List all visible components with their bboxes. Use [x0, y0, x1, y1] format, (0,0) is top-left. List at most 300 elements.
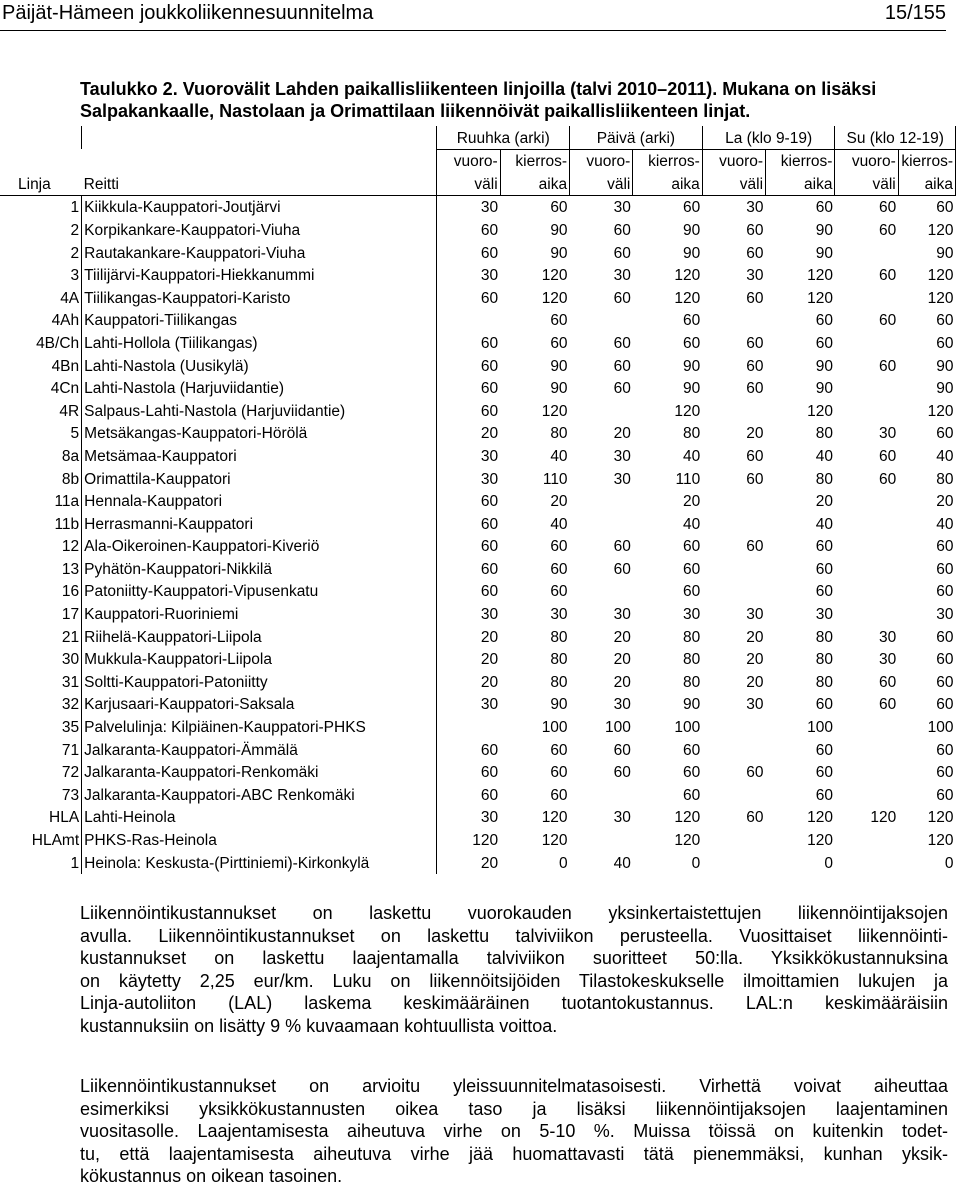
cell-value: 120	[807, 402, 833, 420]
table-caption	[80, 78, 950, 122]
cell-value: 30	[550, 606, 568, 624]
cell-value: 30	[613, 809, 631, 827]
sub-header-vali: väli	[835, 172, 898, 195]
sub-header-vuoro: vuoro-	[702, 149, 765, 172]
cell-value: 90	[815, 244, 833, 262]
cell-value: 60	[746, 357, 764, 375]
cell-value: 60	[936, 583, 954, 601]
cell-value: 60	[746, 380, 764, 398]
table-row	[0, 490, 956, 513]
cell-value: 80	[550, 651, 568, 669]
cell-value: 60	[480, 560, 499, 578]
sub-header-vali: väli	[437, 172, 500, 195]
cell-value	[835, 715, 898, 738]
cell-route: Tiilijärvi-Kauppatori-Hiekkanummi	[82, 264, 437, 287]
header-row-groups	[0, 126, 956, 149]
cell-linja: 32	[0, 693, 82, 716]
cell-value: 30	[815, 606, 833, 624]
cell-value	[702, 557, 765, 580]
cell-value: 60	[480, 244, 499, 262]
cell-value	[702, 399, 765, 422]
cell-value: 90	[815, 221, 833, 239]
cell-value: 60	[815, 764, 833, 782]
cell-value	[835, 512, 898, 535]
cell-value	[702, 580, 765, 603]
cell-linja: 21	[0, 625, 82, 648]
cell-value: 20	[480, 425, 499, 443]
cell-value: 120	[927, 267, 954, 285]
cell-value	[437, 309, 500, 332]
cell-value: 60	[480, 493, 499, 511]
paragraph-estimation	[80, 1075, 948, 1188]
cell-route: Kauppatori-Ruoriniemi	[82, 602, 437, 625]
cell-value: 20	[550, 493, 568, 511]
cell-value: 60	[815, 312, 833, 330]
cell-value: 90	[550, 357, 568, 375]
cell-value: 60	[815, 741, 833, 759]
cell-value: 30	[879, 628, 897, 646]
cell-value: 80	[683, 628, 701, 646]
cell-linja: 30	[0, 648, 82, 671]
cell-value: 60	[550, 741, 568, 759]
cell-value: 60	[480, 334, 499, 352]
cell-value: 100	[927, 719, 954, 737]
cell-value: 40	[815, 447, 833, 465]
cell-value: 60	[613, 244, 631, 262]
cell-value: 60	[613, 741, 631, 759]
sub-header-aika: aika	[500, 172, 569, 195]
cell-value: 30	[480, 606, 499, 624]
cell-value: 30	[613, 470, 631, 488]
table-row	[0, 264, 956, 287]
cell-value: 90	[550, 380, 568, 398]
cell-value: 20	[746, 673, 764, 691]
cell-value: 0	[691, 854, 701, 872]
cell-value: 60	[746, 221, 764, 239]
cell-value: 30	[480, 199, 499, 217]
cell-value: 120	[927, 809, 954, 827]
paragraph-line: Linja-autoliiton (LAL) laskema keskimääräinen tuotantokustannus. LAL:n keskimääräisiin	[80, 993, 948, 1014]
cell-value	[835, 602, 898, 625]
cell-value: 60	[936, 673, 954, 691]
sub-header-vali: väli	[702, 172, 765, 195]
cell-value	[570, 580, 633, 603]
cell-value: 100	[807, 719, 833, 737]
cell-value: 60	[879, 357, 897, 375]
cell-route: Metsäkangas-Kauppatori-Hörölä	[82, 422, 437, 445]
cell-value: 100	[541, 719, 568, 737]
cell-value	[702, 783, 765, 806]
cell-value: 120	[807, 809, 833, 827]
sub-header-kierros: kierros-	[500, 149, 569, 172]
cell-value: 120	[870, 809, 897, 827]
cell-value: 30	[746, 696, 764, 714]
paragraph-line: tu, että laajentamisesta aiheutuva virhe jää huomattavasti tätä pienemmäksi, kunhan yksik-	[80, 1143, 948, 1164]
cell-value: 30	[879, 651, 897, 669]
cell-value: 20	[613, 425, 631, 443]
cell-value: 60	[683, 334, 701, 352]
cell-value: 0	[944, 854, 954, 872]
cell-value: 60	[550, 786, 568, 804]
cell-value: 60	[879, 312, 897, 330]
cell-value: 60	[683, 741, 701, 759]
cell-value: 60	[936, 741, 954, 759]
cell-value: 20	[480, 628, 499, 646]
cell-value: 90	[683, 244, 701, 262]
cell-value: 0	[824, 854, 833, 872]
table-row	[0, 535, 956, 558]
cell-value: 30	[480, 267, 499, 285]
cell-value: 60	[550, 764, 568, 782]
cell-value: 60	[746, 470, 764, 488]
cell-route: Ala-Oikeroinen-Kauppatori-Kiveriö	[82, 535, 437, 558]
cell-value: 60	[613, 289, 631, 307]
cell-linja: 4A	[0, 286, 82, 309]
cell-value: 120	[674, 289, 701, 307]
cell-route: Orimattila-Kauppatori	[82, 467, 437, 490]
sub-header-vuoro: vuoro-	[835, 149, 898, 172]
cell-linja: 71	[0, 738, 82, 761]
table-row	[0, 783, 956, 806]
table-row	[0, 354, 956, 377]
table-row	[0, 738, 956, 761]
cell-value: 30	[480, 470, 499, 488]
cell-value: 60	[746, 764, 764, 782]
cell-value: 90	[550, 221, 568, 239]
cell-value: 60	[480, 357, 499, 375]
cell-value: 60	[746, 538, 764, 556]
caption-line: Taulukko 2. Vuorovälit Lahden paikallisliikenteen linjoilla (talvi 2010–2011). Mukana on lisäksi	[80, 79, 877, 99]
cell-value: 120	[674, 809, 701, 827]
table-row	[0, 715, 956, 738]
cell-value: 100	[674, 719, 701, 737]
cell-value: 30	[613, 696, 631, 714]
cell-linja: 35	[0, 715, 82, 738]
cell-value: 40	[936, 515, 954, 533]
cell-value: 40	[683, 447, 701, 465]
cell-value	[835, 851, 898, 874]
table-row	[0, 625, 956, 648]
cell-value: 90	[550, 696, 568, 714]
cell-route: Lahti-Nastola (Uusikylä)	[82, 354, 437, 377]
cell-value: 80	[815, 628, 833, 646]
cell-route: Kiikkula-Kauppatori-Joutjärvi	[82, 195, 437, 218]
sub-header-aika: aika	[633, 172, 702, 195]
cell-value: 120	[541, 267, 568, 285]
cell-value: 20	[683, 493, 701, 511]
cell-value: 60	[879, 199, 897, 217]
cell-value: 90	[683, 357, 701, 375]
cell-linja: 1	[0, 195, 82, 218]
cell-value: 120	[541, 832, 568, 849]
cell-route: Jalkaranta-Kauppatori-Ämmälä	[82, 738, 437, 761]
cell-route: Metsämaa-Kauppatori	[82, 444, 437, 467]
cell-linja: 8b	[0, 467, 82, 490]
cell-value: 40	[815, 515, 833, 533]
cell-value: 60	[936, 651, 954, 669]
cell-linja: 4Bn	[0, 354, 82, 377]
cell-value: 90	[550, 244, 568, 262]
cell-value: 60	[613, 764, 631, 782]
cell-value: 30	[936, 606, 954, 624]
cell-value: 60	[683, 312, 701, 330]
cell-value: 60	[613, 221, 631, 239]
cell-value	[437, 715, 500, 738]
cell-value: 60	[815, 560, 833, 578]
cell-value: 60	[480, 583, 499, 601]
cell-linja: 4Cn	[0, 377, 82, 400]
cell-linja: 4B/Ch	[0, 331, 82, 354]
cell-value: 60	[746, 447, 764, 465]
cell-value: 40	[550, 447, 568, 465]
paragraph-line: on käytetty 2,25 eur/km. Luku on liikennöitsijöiden Tilastokeskukselle ilmoittamien lukujen ja	[80, 970, 948, 991]
sub-header-kierros: kierros-	[898, 149, 955, 172]
cell-value: 60	[936, 628, 954, 646]
cell-route: Korpikankare-Kauppatori-Viuha	[82, 218, 437, 241]
cell-route: Kauppatori-Tiilikangas	[82, 309, 437, 332]
cell-value: 80	[683, 425, 701, 443]
cell-linja: 73	[0, 783, 82, 806]
cell-value	[570, 399, 633, 422]
table-row	[0, 851, 956, 874]
cell-linja: 16	[0, 580, 82, 603]
cell-linja: 72	[0, 761, 82, 784]
cell-value: 20	[746, 628, 764, 646]
cell-value: 60	[936, 764, 954, 782]
cell-value: 110	[542, 470, 568, 488]
cell-value: 120	[674, 267, 701, 285]
cell-linja: 3	[0, 264, 82, 287]
cell-value	[835, 535, 898, 558]
cell-value: 60	[480, 380, 499, 398]
cell-value	[835, 490, 898, 513]
cell-value: 60	[815, 334, 833, 352]
table-row	[0, 218, 956, 241]
cell-value: 30	[613, 447, 631, 465]
group-header-ruuhka: Ruuhka (arki)	[437, 126, 570, 149]
cell-linja: 31	[0, 670, 82, 693]
cell-value: 60	[936, 425, 954, 443]
cell-route: Herrasmanni-Kauppatori	[82, 512, 437, 535]
cell-value: 60	[480, 289, 499, 307]
cell-value: 120	[541, 402, 568, 420]
cell-value: 60	[815, 786, 833, 804]
cell-value	[835, 286, 898, 309]
cell-value	[835, 828, 898, 851]
cell-value	[702, 828, 765, 851]
table-row	[0, 467, 956, 490]
cell-value	[570, 783, 633, 806]
cell-value: 60	[815, 199, 833, 217]
cell-value: 60	[480, 402, 499, 420]
cell-value: 20	[613, 628, 631, 646]
cell-value: 0	[558, 854, 568, 872]
cell-value: 20	[480, 651, 499, 669]
table-row	[0, 557, 956, 580]
cell-value: 60	[550, 199, 568, 217]
table-row	[0, 422, 956, 445]
group-header-su: Su (klo 12-19)	[835, 126, 956, 149]
cell-value: 60	[746, 289, 764, 307]
cell-value	[835, 377, 898, 400]
cell-value: 60	[936, 334, 954, 352]
cell-value: 120	[927, 832, 954, 849]
cell-route: Jalkaranta-Kauppatori-ABC Renkomäki	[82, 783, 437, 806]
cell-value: 20	[936, 493, 954, 511]
cell-value: 120	[927, 221, 954, 239]
cell-value: 60	[550, 312, 568, 330]
cell-value: 20	[613, 651, 631, 669]
cell-value: 60	[683, 199, 701, 217]
cell-value: 80	[815, 470, 833, 488]
cell-value: 60	[879, 447, 897, 465]
cell-value: 60	[550, 560, 568, 578]
page-header	[0, 0, 946, 31]
cell-linja: 17	[0, 602, 82, 625]
cell-value: 80	[815, 673, 833, 691]
cell-value: 30	[746, 199, 764, 217]
cell-value: 30	[613, 267, 631, 285]
group-header-paiva: Päivä (arki)	[570, 126, 703, 149]
table-row	[0, 512, 956, 535]
cell-value: 60	[936, 538, 954, 556]
cell-value: 120	[807, 832, 833, 849]
cell-value: 60	[613, 380, 631, 398]
cell-value: 60	[480, 764, 499, 782]
cell-value: 60	[480, 741, 499, 759]
cell-value: 60	[550, 583, 568, 601]
cell-value: 60	[746, 809, 764, 827]
cell-value: 60	[936, 560, 954, 578]
cell-value: 20	[746, 425, 764, 443]
cell-value: 60	[613, 334, 631, 352]
cell-value: 60	[480, 786, 499, 804]
cell-value: 30	[480, 696, 499, 714]
header-row-sub-top	[0, 149, 956, 172]
cell-value: 40	[613, 854, 631, 872]
cell-value: 60	[815, 538, 833, 556]
cell-value: 80	[550, 673, 568, 691]
cell-value	[570, 828, 633, 851]
cell-value: 60	[746, 334, 764, 352]
cell-value: 20	[613, 673, 631, 691]
cell-value: 90	[936, 357, 954, 375]
cell-value: 60	[879, 267, 897, 285]
cell-value: 60	[746, 244, 764, 262]
cell-linja: 2	[0, 241, 82, 264]
col-header-reitti: Reitti	[82, 172, 437, 195]
cell-route: PHKS-Ras-Heinola	[82, 828, 437, 851]
cell-value	[835, 331, 898, 354]
cell-route: Heinola: Keskusta-(Pirttiniemi)-Kirkonkylä	[82, 851, 437, 874]
cell-value: 120	[927, 402, 954, 420]
cell-value: 60	[879, 673, 897, 691]
cell-value: 80	[683, 673, 701, 691]
cell-route: Riihelä-Kauppatori-Liipola	[82, 625, 437, 648]
cell-value: 120	[674, 832, 701, 849]
cell-value: 60	[613, 538, 631, 556]
cell-linja: 11a	[0, 490, 82, 513]
paragraph-line: Liikennöintikustannukset on laskettu vuorokauden yksinkertaistettujen liikennöintijaksojen	[80, 903, 948, 923]
cell-value: 80	[550, 425, 568, 443]
cell-value: 40	[936, 447, 954, 465]
table-row	[0, 761, 956, 784]
cell-value: 120	[674, 402, 701, 420]
cell-value	[835, 738, 898, 761]
cell-linja: 4Ah	[0, 309, 82, 332]
paragraph-line: kustannuksiin on lisätty 9 % kuvaamaan kohtuullista voittoa.	[80, 1015, 558, 1036]
header-row-sub-bottom	[0, 172, 956, 195]
cell-linja: 2	[0, 218, 82, 241]
paragraph-line: vuositasolle. Laajentamisesta aiheutuva virhe on 5-10 %. Muissa töissä on kuitenkin todet-	[80, 1121, 948, 1142]
cell-value: 60	[879, 470, 897, 488]
cell-route: Lahti-Hollola (Tiilikangas)	[82, 331, 437, 354]
cell-value: 120	[541, 809, 568, 827]
cell-value: 60	[683, 764, 701, 782]
sub-header-vuoro: vuoro-	[437, 149, 500, 172]
cell-value: 60	[683, 786, 701, 804]
cell-value: 20	[746, 651, 764, 669]
table-row	[0, 828, 956, 851]
cell-value: 120	[541, 289, 568, 307]
cell-value: 30	[613, 606, 631, 624]
page-number: 15/155	[884, 2, 946, 24]
cell-value: 60	[879, 221, 897, 239]
table-row	[0, 806, 956, 829]
cell-value: 60	[480, 515, 499, 533]
cell-value	[835, 580, 898, 603]
cell-value	[835, 241, 898, 264]
cell-value: 30	[746, 267, 764, 285]
cell-value: 60	[683, 560, 701, 578]
cell-value: 90	[936, 244, 954, 262]
table-row	[0, 444, 956, 467]
table-row	[0, 241, 956, 264]
table-row	[0, 331, 956, 354]
cell-value: 110	[675, 470, 701, 488]
caption-line: Salpakankaalle, Nastolaan ja Orimattilaan liikennöivät paikallisliikenteen linjat.	[80, 101, 751, 121]
paragraph-line: kökustannus on oikean tasoinen.	[80, 1166, 343, 1187]
cell-value	[702, 309, 765, 332]
table-body	[0, 195, 956, 873]
cell-value: 80	[683, 651, 701, 669]
cell-value: 60	[480, 538, 499, 556]
cell-value: 30	[683, 606, 701, 624]
cell-value	[702, 512, 765, 535]
cell-value: 120	[472, 832, 499, 849]
cell-route: Karjusaari-Kauppatori-Saksala	[82, 693, 437, 716]
cell-value: 60	[683, 583, 701, 601]
cell-value: 20	[815, 493, 833, 511]
cell-linja: 11b	[0, 512, 82, 535]
table-row	[0, 286, 956, 309]
cell-value: 60	[550, 334, 568, 352]
col-header-linja: Linja	[0, 172, 82, 195]
cell-value: 60	[550, 538, 568, 556]
table-row	[0, 580, 956, 603]
table-row	[0, 693, 956, 716]
cell-value: 60	[815, 696, 833, 714]
cell-value: 120	[927, 289, 954, 307]
cell-linja: HLAmt	[0, 828, 82, 851]
cell-value: 60	[613, 560, 631, 578]
sub-header-vuoro: vuoro-	[570, 149, 633, 172]
cell-value	[570, 512, 633, 535]
sub-header-aika: aika	[898, 172, 955, 195]
cell-value: 60	[613, 357, 631, 375]
cell-route: Palvelulinja: Kilpiäinen-Kauppatori-PHKS	[82, 715, 437, 738]
cell-value: 100	[604, 719, 631, 737]
